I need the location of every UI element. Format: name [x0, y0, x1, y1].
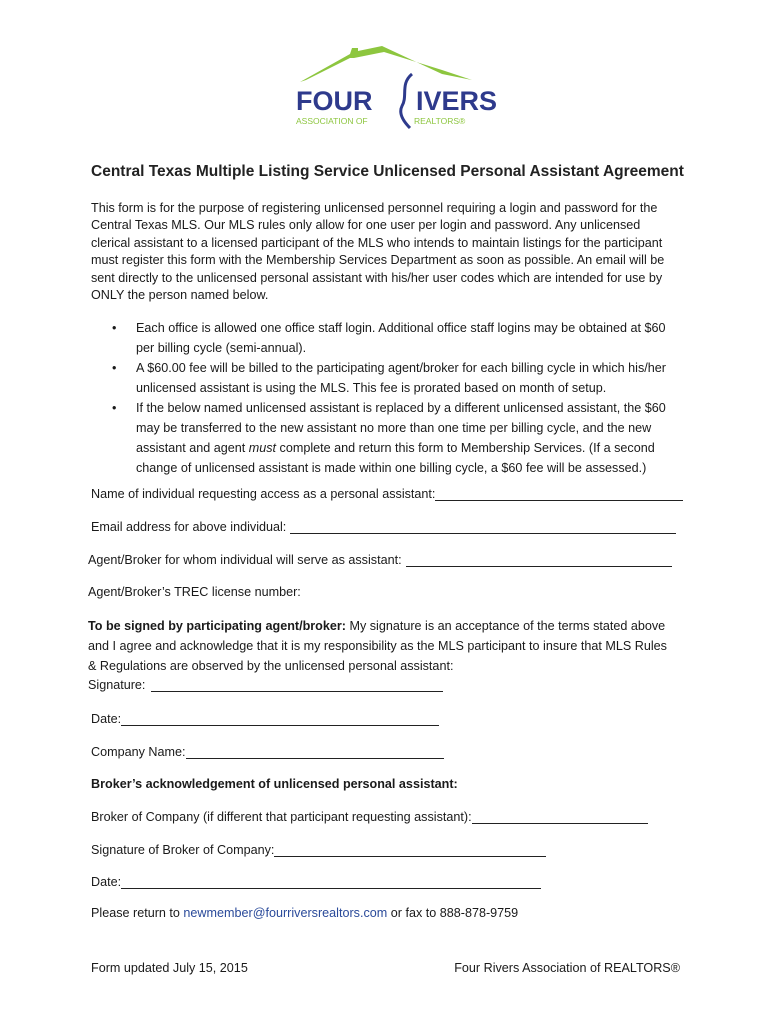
company-label: Company Name:	[91, 745, 186, 759]
signing-heading: To be signed by participating agent/broker:	[88, 619, 346, 633]
signature-label: Signature:	[88, 678, 146, 692]
signature-field	[88, 678, 443, 692]
broker-heading: Broker’s acknowledgement of unlicensed personal assistant:	[91, 777, 458, 791]
company-input[interactable]	[186, 745, 444, 759]
bullet-text: A $60.00 fee will be billed to the participating agent/broker for each billing cycle in which his/her unlicensed assistant is using the MLS. This fee is prorated based on month of setup.	[136, 361, 666, 395]
broker-company-input[interactable]	[472, 810, 648, 824]
date-field	[91, 712, 439, 726]
intro-paragraph: This form is for the purpose of registering unlicensed personnel requiring a login and password for the Central Texas MLS. Our MLS rules only allow for one user per login and password. Any unlicensed clerical assistant to a licensed participant of the MLS who intends to maintain listings for the participant must register this form with the Membership Services Department as soon as possible. An email will be sent directly to the unlicensed personal assistant with his/her user codes which are intended for use by ONLY the person named below.	[91, 201, 665, 303]
bullet-text: Each office is allowed one office staff login. Additional office staff logins may be obtained at $60 per billing cycle (semi-annual).	[136, 321, 666, 355]
four-rivers-logo	[292, 44, 498, 134]
tagline-association: ASSOCIATION OF	[296, 116, 368, 126]
assistant-name-input[interactable]	[435, 487, 683, 501]
footer-updated: Form updated July 15, 2015	[91, 961, 248, 975]
broker-company-field	[91, 810, 648, 824]
signing-text: My signature is an acceptance of the terms stated above and I agree and acknowledge that it is my responsibility as the MLS participant to insure that MLS Rules & Regulations are observed by the unlicensed personal assistant:	[88, 619, 667, 673]
assistant-name-label: Name of individual requesting access as a personal assistant:	[91, 487, 436, 501]
list-item	[112, 398, 672, 478]
page-title: Central Texas Multiple Listing Service Unlicensed Personal Assistant Agreement	[91, 163, 684, 180]
date-label: Date:	[91, 712, 122, 726]
list-item	[112, 358, 672, 398]
broker-signature-label: Signature of Broker of Company:	[91, 843, 275, 857]
email-label: Email address for above individual:	[91, 520, 287, 534]
return-email-link[interactable]: newmember@fourriversrealtors.com	[183, 906, 388, 920]
broker-date-input[interactable]	[121, 875, 541, 889]
brand-four: FOUR	[296, 86, 373, 116]
broker-company-label: Broker of Company (if different that participant requesting assistant):	[91, 810, 472, 824]
company-field	[91, 745, 444, 759]
bullet-icon: •	[112, 401, 117, 415]
brand-rivers: IVERS	[416, 86, 498, 116]
bullet-icon: •	[112, 321, 117, 335]
assistant-name-field	[91, 487, 683, 501]
broker-date-field	[91, 875, 541, 889]
trec-label[interactable]: Agent/Broker’s TREC license number:	[88, 585, 301, 599]
email-field	[91, 520, 676, 534]
house-roof-icon	[292, 44, 498, 134]
bullet-text: If the below named unlicensed assistant is replaced by a different unlicensed assistant, the $60 may be transferred to the new assistant no more than one time per billing cycle, and the new assistant and agent must complete and return this form to Membership Services. (If a second change of unlicensed assistant is made within one billing cycle, a $60 fee will be assessed.)	[136, 401, 666, 475]
trec-field	[88, 585, 301, 599]
agent-label: Agent/Broker for whom individual will serve as assistant:	[88, 553, 402, 567]
return-fax: or fax to 888-878-9759	[387, 906, 519, 920]
signature-input[interactable]	[151, 678, 443, 692]
email-input[interactable]	[290, 520, 676, 534]
broker-signature-field	[91, 843, 546, 857]
return-text: Please return to	[91, 906, 184, 920]
signing-paragraph	[88, 616, 678, 676]
terms-list	[112, 318, 672, 478]
list-item	[112, 318, 672, 358]
date-input[interactable]	[121, 712, 439, 726]
footer-org: Four Rivers Association of REALTORS®	[454, 961, 680, 975]
broker-signature-input[interactable]	[274, 843, 546, 857]
broker-date-label: Date:	[91, 875, 122, 889]
agent-field	[88, 553, 672, 567]
return-instructions	[91, 906, 518, 920]
agent-input[interactable]	[406, 553, 672, 567]
bullet-icon: •	[112, 361, 117, 375]
tagline-realtors: REALTORS®	[414, 116, 466, 126]
